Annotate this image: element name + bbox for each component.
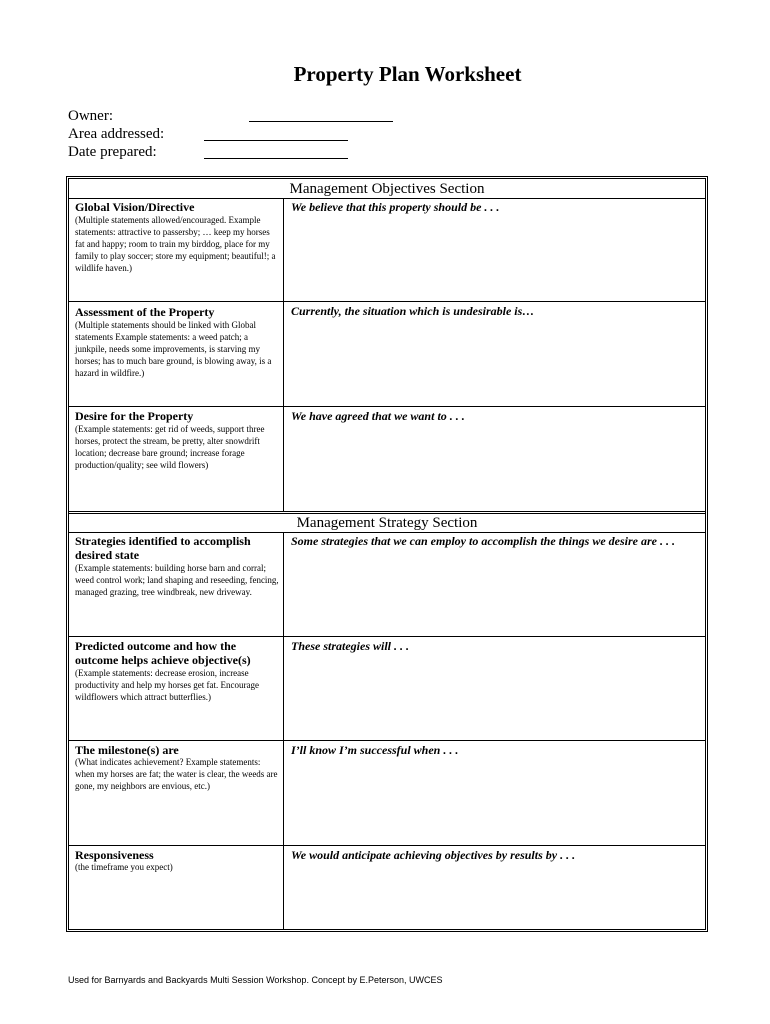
date-field[interactable] [204, 158, 348, 159]
page-title: Property Plan Worksheet [293, 62, 522, 86]
section-divider [68, 511, 706, 514]
row-description-strategies: (Example statements: building horse barn and corral; weed control work; land shaping and reseeding, fencing, managed grazing, tree windbreak, new driveway. [75, 563, 279, 597]
objectives-section-heading: Management Objectives Section [289, 181, 485, 197]
row-prompt-predicted-outcome[interactable]: These strategies will . . . [291, 639, 409, 653]
row-label-milestones: The milestone(s) are [75, 743, 179, 757]
area-label: Area addressed: [68, 126, 165, 142]
row-prompt-responsiveness[interactable]: We would anticipate achieving objectives by results by . . . [291, 848, 576, 862]
divider [68, 301, 706, 302]
row-description-desire: (Example statements: get rid of weeds, support three horses, protect the stream, be pretty, alter snowdrift location; decrease bare ground; increase forage production/quality; see wild flowers) [75, 424, 265, 470]
divider [68, 636, 706, 637]
row-label-desire: Desire for the Property [75, 409, 194, 423]
row-description-milestones: (What indicates achievement? Example statements: when my horses are fat; the water is clear, the weeds are gone, my neighbors are envious, etc.) [75, 757, 278, 791]
column-divider [283, 198, 284, 512]
row-label-responsiveness: Responsiveness [75, 848, 154, 862]
owner-label: Owner: [68, 108, 113, 124]
row-label-predicted-outcome: Predicted outcome and how the outcome helps achieve objective(s) [75, 639, 251, 667]
area-field[interactable] [204, 140, 348, 141]
divider [68, 198, 706, 199]
row-description-assessment: (Multiple statements should be linked with Global statements Example statements: a weed patch; a junkpile, needs some improvements, is starving my horses; has to much bare ground, is blowing away, is a hazard in wildfire.) [75, 320, 272, 378]
date-label: Date prepared: [68, 144, 157, 160]
row-prompt-desire[interactable]: We have agreed that we want to . . . [291, 409, 465, 423]
row-description-responsiveness: (the timeframe you expect) [75, 862, 173, 872]
divider [68, 406, 706, 407]
row-prompt-strategies[interactable]: Some strategies that we can employ to accomplish the things we desire are . . . [291, 534, 675, 548]
strategy-section-heading: Management Strategy Section [296, 515, 478, 531]
row-description-global-vision: (Multiple statements allowed/encouraged. Example statements: attractive to passersby; … keep my horses fat and happy; room to train my birddog, place for my family to play soccer; store my equipment; beautiful!; a wildlife haven.) [75, 215, 276, 273]
row-label-strategies: Strategies identified to accomplish desired state [75, 534, 251, 562]
owner-field[interactable] [249, 121, 393, 122]
footer-credit: Used for Barnyards and Backyards Multi Session Workshop. Concept by E.Peterson, UWCES [68, 975, 443, 985]
row-prompt-global-vision[interactable]: We believe that this property should be . . . [291, 200, 500, 214]
row-prompt-assessment[interactable]: Currently, the situation which is undesirable is… [291, 304, 535, 318]
divider [68, 845, 706, 846]
column-divider [283, 532, 284, 930]
divider [68, 740, 706, 741]
row-description-predicted-outcome: (Example statements: decrease erosion, increase productivity and help my horses get fat. Encourage wildflowers which attract butterflies.) [75, 668, 259, 702]
row-label-global-vision: Global Vision/Directive [75, 200, 195, 214]
row-prompt-milestones[interactable]: I’ll know I’m successful when . . . [291, 743, 459, 757]
row-label-assessment: Assessment of the Property [75, 305, 215, 319]
divider [68, 532, 706, 533]
